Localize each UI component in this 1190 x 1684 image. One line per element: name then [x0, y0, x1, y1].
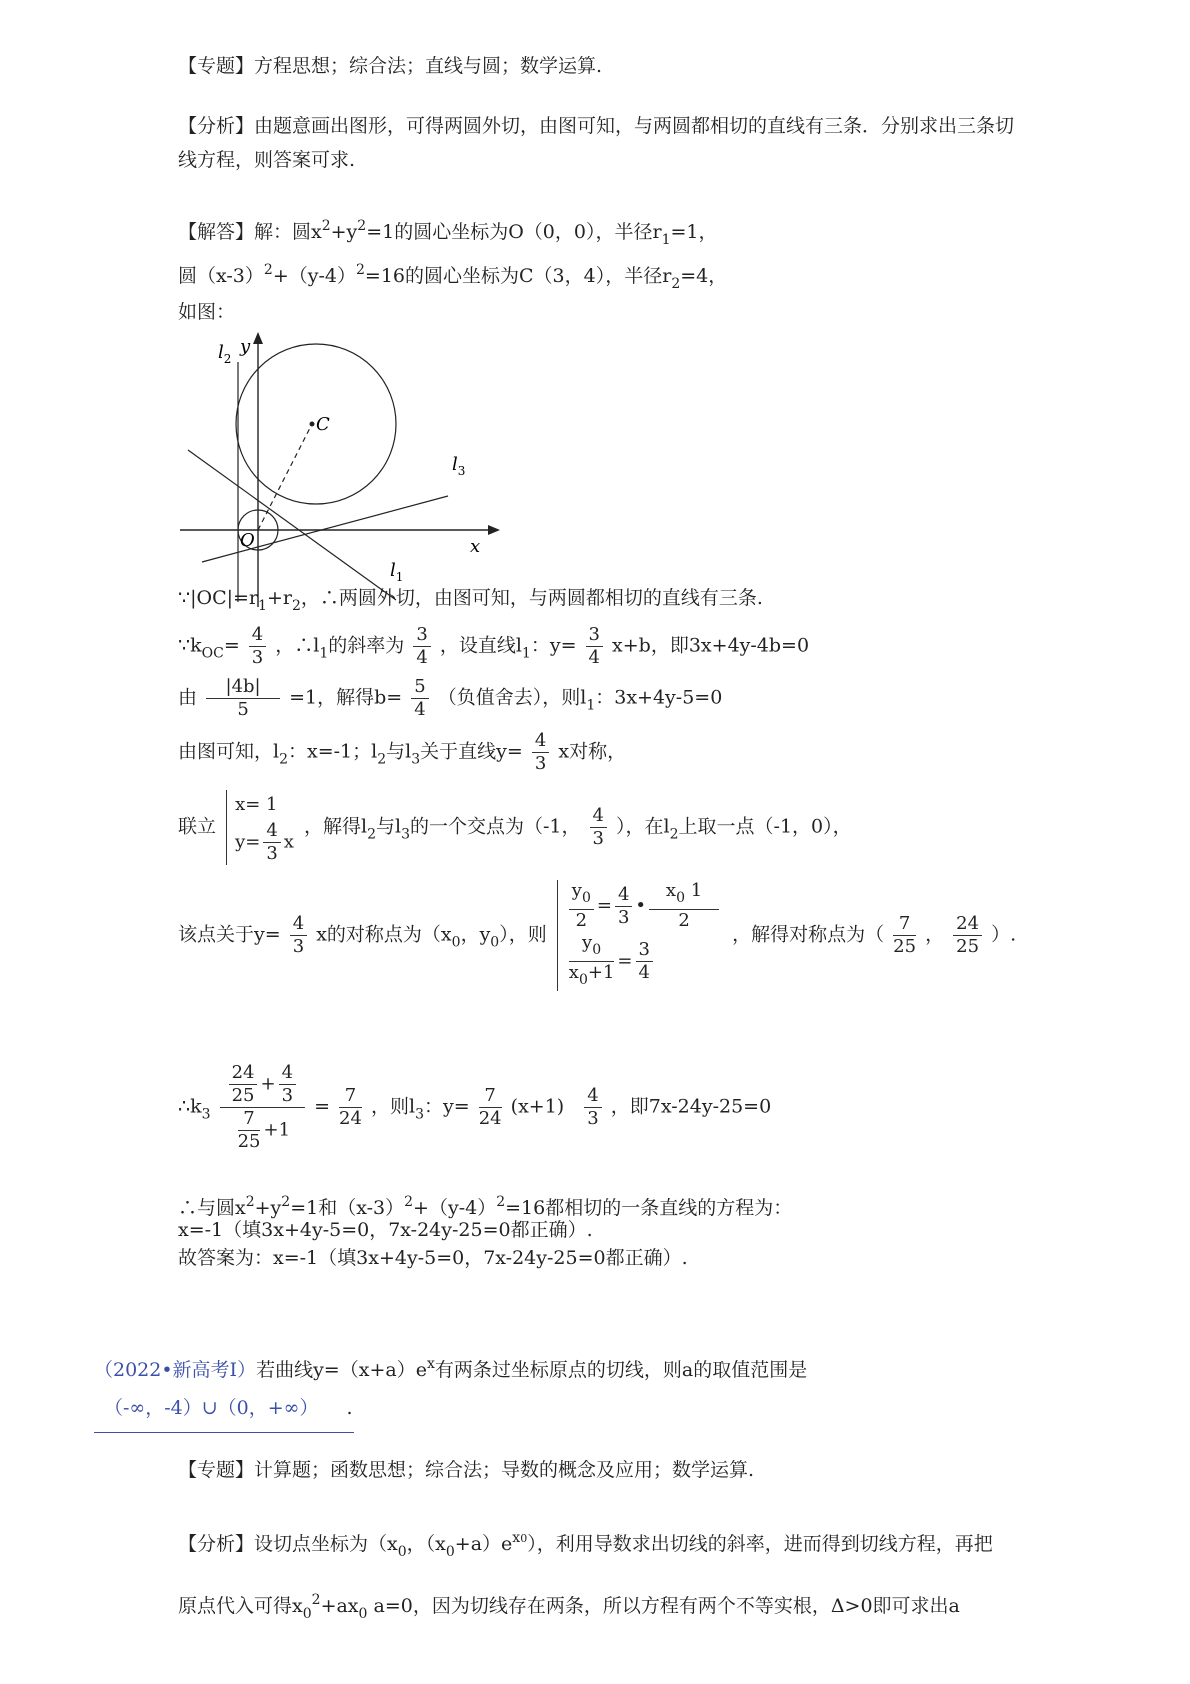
segment-oc — [258, 424, 312, 530]
answer-underline — [94, 1432, 354, 1433]
label-l1: $l_1$ — [390, 560, 404, 584]
label-l3: $l_3$ — [452, 454, 466, 478]
answer-line: 故答案为：x=-1（填3x+4y-5=0，7x-24y-25=0都正确）. — [178, 1247, 688, 1269]
label-l2: $l_2$ — [218, 342, 232, 366]
equation-system-1: x= 1 y= $\frac{4}{3}$ x — [226, 790, 294, 865]
symmetric-point-line: 该点关于y= $\frac{4}{3}$ x的对称点为（$x_0$，$y_0$），则 $\frac{y_0}{2}$ = $\frac{4}{3}$ • $\frac{x_0 1}{2}$ $\frac{y_0}{x_0+1}$ = $\frac{3}{4}$ ，解得对称点为（ $\frac{7}{25}$ ， $\frac{24}{25}$ ）. — [178, 880, 1016, 991]
slope-line: $\because k_{OC}=$ $\frac{4}{3}$ ，$\therefore l_1$的斜率为 $\frac{3}{4}$ ，设直线$l_1$：y= $\frac{3}{4}$ x+b，即3x+4y-4b=0 — [178, 624, 810, 668]
oc-line: $\because|OC|=r_1+r_2$，∴两圆外切，由图可知，与两圆都相切的直线有三条. — [178, 587, 763, 614]
label-x: x — [470, 536, 481, 557]
solution-line-1: 【解答】解：圆$x^2+y^2=1$的圆心坐标为O（0，0），半径$r_1=1$， — [178, 218, 718, 248]
point-c — [310, 422, 315, 427]
label-o: O — [240, 530, 255, 551]
analysis-line-4: 原点代入可得$x_0^2+ax_0$ a=0，因为切线存在两条，所以方程有两个不等实根，Δ>0即可求出a — [178, 1592, 960, 1622]
solution-line-3: 如图： — [178, 301, 236, 323]
line-l3 — [202, 496, 448, 562]
system-line: 联立 x= 1 y= $\frac{4}{3}$ x ，解得$l_2$与$l_3$的一个交点为（-1， $\frac{4}{3}$ ），在$l_2$上取一点（-1，0）， — [178, 790, 852, 865]
analysis-line-1: 【分析】由题意画出图形，可得两圆外切，由图可知，与两圆都相切的直线有三条．分别求出三条切 — [178, 115, 1015, 137]
y-axis-arrow — [253, 332, 263, 344]
analysis-line-2: 线方程，则答案可求. — [178, 149, 356, 171]
label-c: C — [316, 414, 330, 435]
solution-line-2: 圆$(x-3)^2+(y-4)^2=16$的圆心坐标为C（3，4），半径$r_2=4$， — [178, 262, 728, 292]
topic-line-2: 【专题】计算题；函数思想；综合法；导数的概念及应用；数学运算. — [178, 1459, 755, 1481]
question-answer: （-∞，-4）∪（0，+∞） . — [104, 1397, 353, 1419]
conclusion-line-2: x=-1（填3x+4y-5=0，7x-24y-25=0都正确）. — [178, 1219, 593, 1241]
k3-line: $\therefore k_3$ $\frac{24}{25}$ + $\frac{4}{3}$ $\frac{7}{25}$ +1 = $\frac{7}{24}$ ，则$l_3$：y= $\frac{7}{24}$ (x+1) $\frac{4}{3}$ ，即7x-24y-25=0 — [178, 1062, 772, 1152]
line-l1 — [188, 450, 396, 600]
label-y: y — [240, 336, 251, 357]
question-line: （2022•新高考Ⅰ）若曲线$y=(x+a)e^x$有两条过坐标原点的切线，则a的取值范围是 — [94, 1356, 808, 1381]
topic-line: 【专题】方程思想；综合法；直线与圆；数学运算. — [178, 55, 603, 77]
l2-line: 由图可知，$l_2$：x=-1；$l_2$与$l_3$关于直线y= $\frac{4}{3}$ x对称， — [178, 730, 627, 774]
analysis-line-3: 【分析】设切点坐标为（$x_0$，$(x_0+a)e^{x0}$），利用导数求出切线的斜率，进而得到切线方程，再把 — [178, 1530, 993, 1560]
equation-system-2: $\frac{y_0}{2}$ = $\frac{4}{3}$ • $\frac{x_0 1}{2}$ $\frac{y_0}{x_0+1}$ = $\frac{3}{4}$ — [557, 880, 722, 991]
x-axis-arrow — [488, 525, 500, 535]
distance-line: 由 $\frac{|4b|}{5}$ =1，解得b= $\frac{5}{4}$ （负值舍去），则$l_1$：3x+4y-5=0 — [178, 676, 723, 720]
conclusion-line-1: ∴与圆$x^2+y^2=1$和$(x-3)^2+(y-4)^2=16$都相切的一条直线的方程为： — [178, 1194, 793, 1219]
